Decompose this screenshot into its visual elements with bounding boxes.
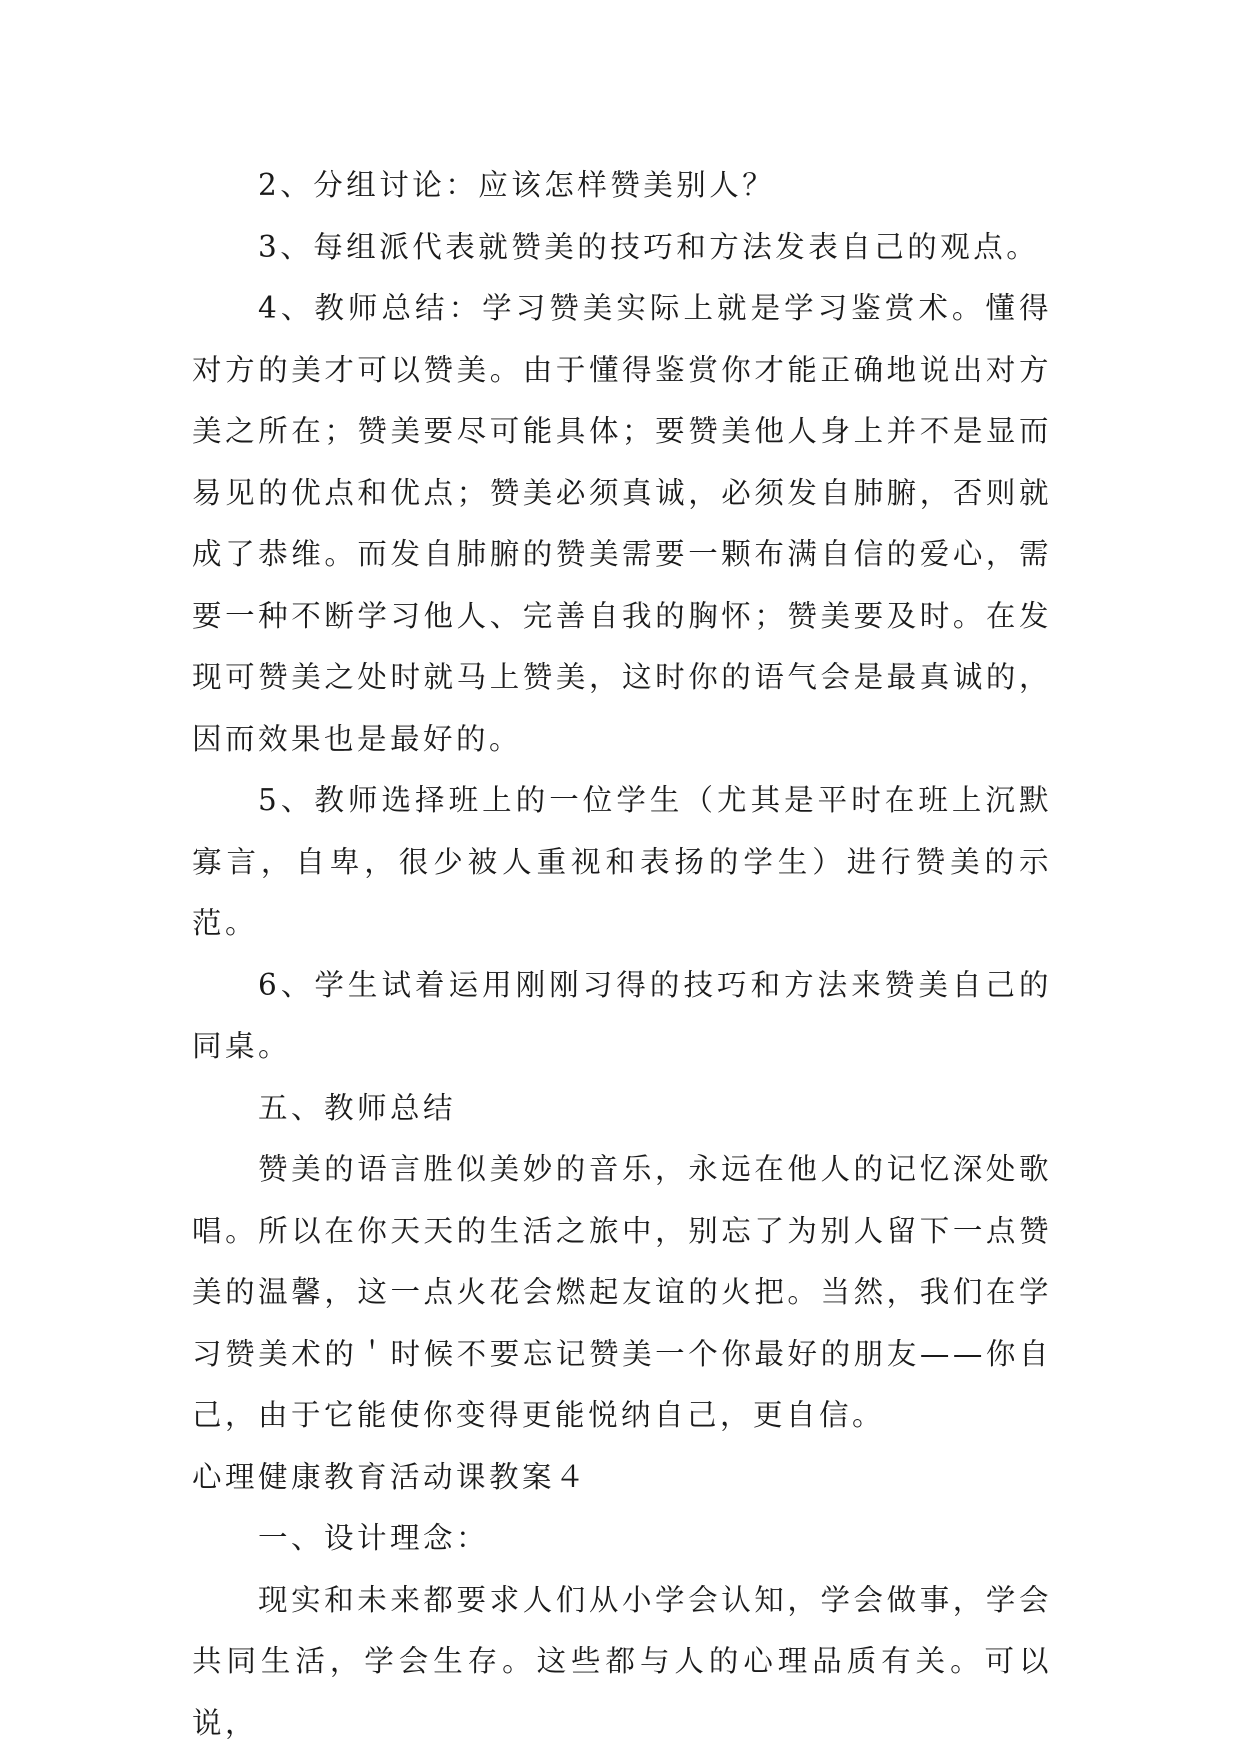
paragraph-teacher-summary: 4、教师总结：学习赞美实际上就是学习鉴赏术。懂得对方的美才可以赞美。由于懂得鉴赏你才能正确地说出对方美之所在；赞美要尽可能具体；要赞美他人身上并不是显而易见的优点和优点；赞美必须真诚，必须发自肺腑，否则就成了恭维。而发自肺腑的赞美需要一颗布满自信的爱心，需要一种不断学习他人、完善自我的胸怀；赞美要及时。在发现可赞美之处时就马上赞美，这时你的语气会是最真诚的，因而效果也是最好的。 <box>192 291 1052 756</box>
paragraph-teacher-demo: 5、教师选择班上的一位学生（尤其是平时在班上沉默寡言，自卑，很少被人重视和表扬的学生）进行赞美的示范。 <box>192 783 1052 940</box>
lesson-plan-title: 心理健康教育活动课教案４ <box>192 1459 589 1494</box>
paragraph-design-concept: 现实和未来都要求人们从小学会认知，学会做事，学会共同生活，学会生存。这些都与人的心理品质有关。可以说， <box>192 1582 1052 1740</box>
paragraph-group-representative: 3、每组派代表就赞美的技巧和方法发表自己的观点。 <box>258 229 1040 264</box>
paragraph-discussion: 2、分组讨论：应该怎样赞美别人？ <box>258 168 776 202</box>
paragraph-student-practice: 6、学生试着运用刚刚习得的技巧和方法来赞美自己的同桌。 <box>192 967 1052 1063</box>
document-body <box>192 155 1052 1754</box>
section-heading-teacher-summary: 五、教师总结 <box>258 1090 457 1125</box>
paragraph-praise-language: 赞美的语言胜似美妙的音乐，永远在他人的记忆深处歌唱。所以在你天天的生活之旅中，别忘了为别人留下一点赞美的温馨，这一点火花会燃起友谊的火把。当然，我们在学习赞美术的＇时候不要忘记赞美一个你最好的朋友——你自己，由于它能使你变得更能悦纳自己，更自信。 <box>192 1152 1052 1432</box>
section-heading-design-concept: 一、设计理念： <box>258 1521 490 1555</box>
